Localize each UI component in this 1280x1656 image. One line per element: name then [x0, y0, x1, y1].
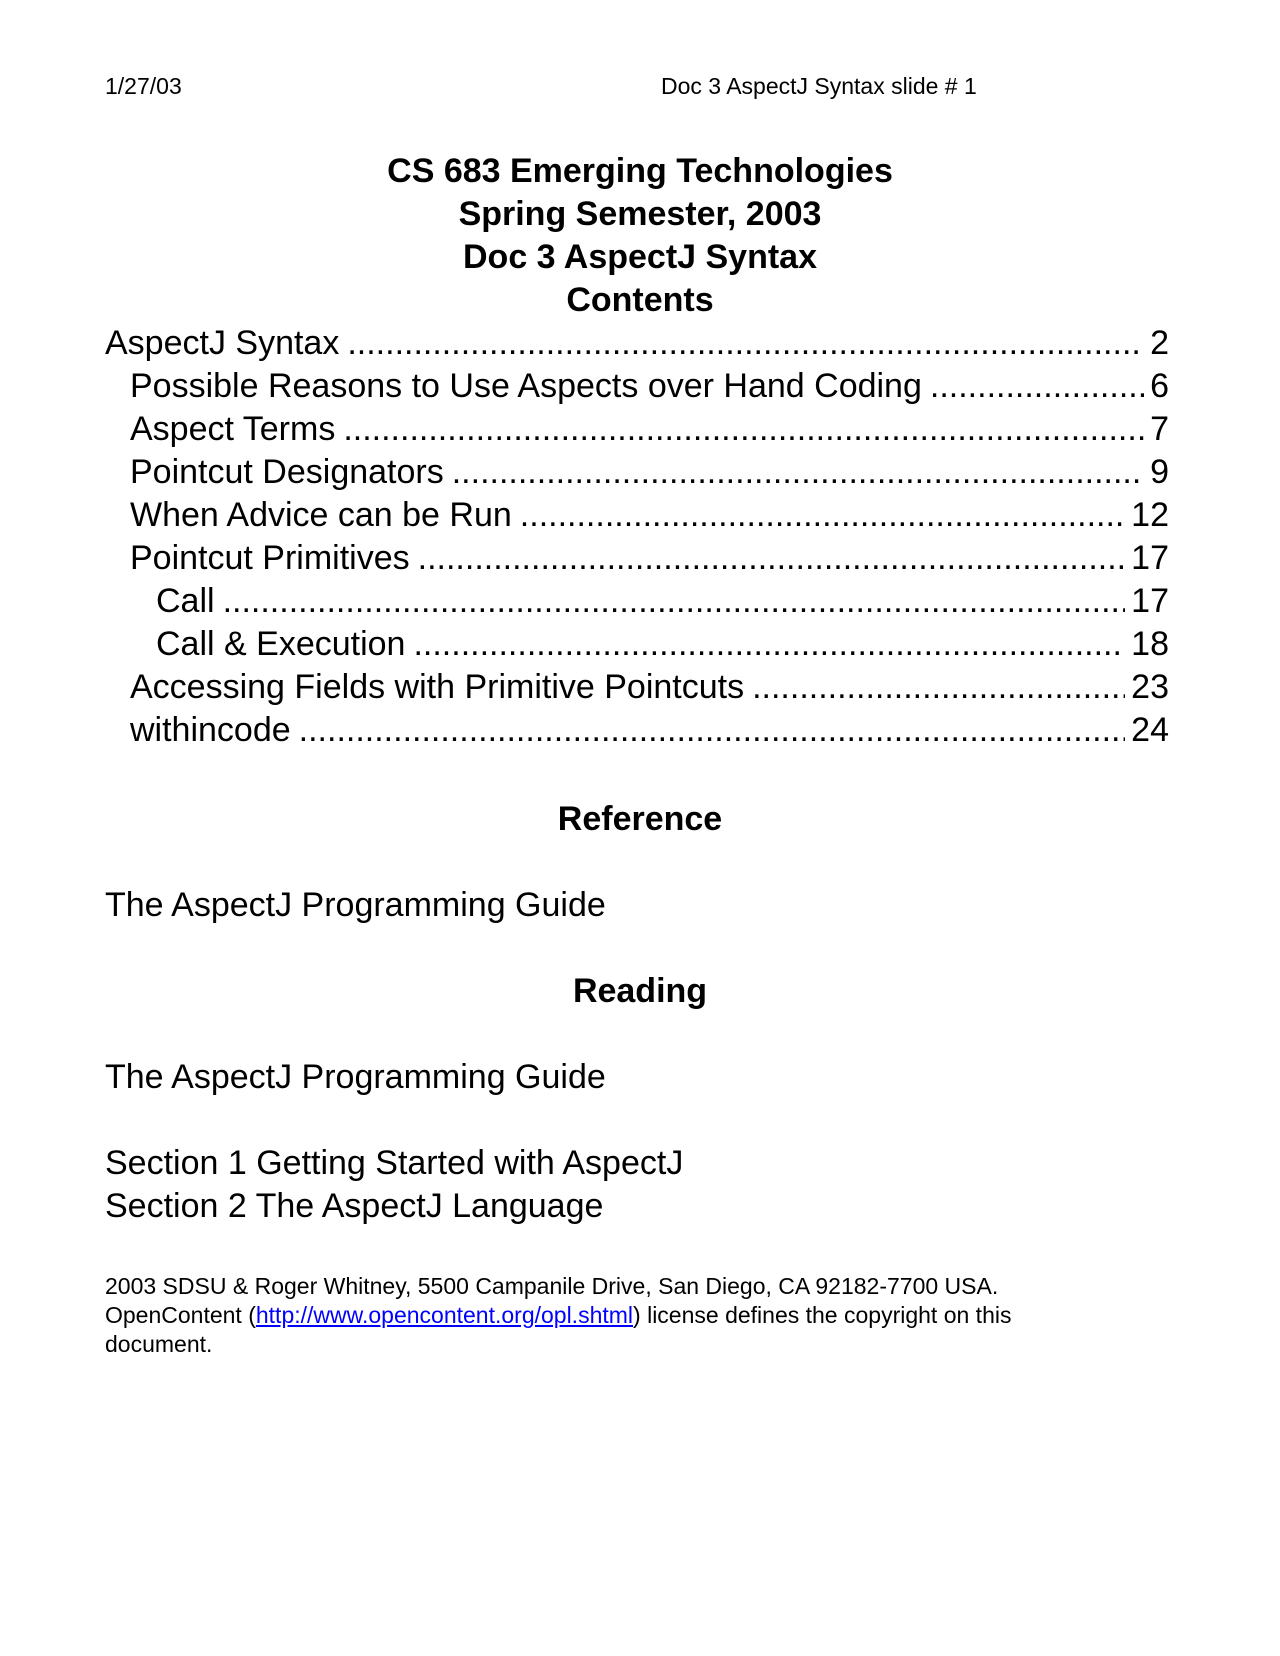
toc-leader-dots: [752, 666, 1125, 709]
toc-entry-page: 7: [1150, 410, 1169, 448]
reading-guide: The AspectJ Programming Guide: [105, 1058, 606, 1096]
toc-entry-label: Call: [156, 582, 215, 620]
toc-entry-label: Possible Reasons to Use Aspects over Hand Coding: [130, 367, 922, 405]
toc-entry-page: 17: [1131, 539, 1169, 577]
reading-heading: Reading: [572, 972, 708, 1010]
toc-leader-dots: [520, 494, 1125, 537]
copyright-line: 2003 SDSU & Roger Whitney, 5500 Campanile Drive, San Diego, CA 92182-7700 USA.: [105, 1273, 999, 1299]
toc-leader-dots: [299, 709, 1126, 752]
toc-entry[interactable]: [105, 408, 1169, 451]
toc-entry[interactable]: [105, 322, 1169, 365]
toc-entry-label: Accessing Fields with Primitive Pointcuts: [130, 668, 745, 706]
title-block: [0, 150, 1280, 322]
course-title: CS 683 Emerging Technologies: [387, 152, 893, 190]
toc-entry-page: 6: [1150, 367, 1169, 405]
toc-entry[interactable]: [105, 666, 1169, 709]
semester-title: Spring Semester, 2003: [458, 195, 822, 233]
toc-leader-dots: [343, 408, 1144, 451]
toc-entry-page: 18: [1131, 625, 1169, 663]
toc-leader-dots: [223, 580, 1126, 623]
license-prefix: OpenContent (: [105, 1302, 256, 1328]
reference-guide: The AspectJ Programming Guide: [105, 886, 606, 924]
toc-entry[interactable]: [105, 494, 1169, 537]
document-word: document.: [105, 1331, 213, 1357]
license-line: [105, 1301, 1185, 1330]
toc-leader-dots: [452, 451, 1144, 494]
copyright-footer: [105, 1272, 1185, 1359]
toc-entry-page: 12: [1131, 496, 1169, 534]
toc-leader-dots: [347, 322, 1144, 365]
toc-entry-page: 23: [1131, 668, 1169, 706]
opencontent-link[interactable]: http://www.opencontent.org/opl.shtml: [255, 1302, 634, 1328]
reading-sections: [105, 1142, 683, 1228]
toc-entry-label: Pointcut Primitives: [130, 539, 410, 577]
toc-entry-label: withincode: [130, 711, 291, 749]
toc-leader-dots: [418, 537, 1126, 580]
toc-entry-page: 2: [1150, 324, 1169, 362]
toc-entry[interactable]: [105, 709, 1169, 752]
toc-entry-label: Call & Execution: [156, 625, 406, 663]
contents-heading: Contents: [566, 281, 714, 319]
toc-entry-label: Pointcut Designators: [130, 453, 444, 491]
toc-entry-label: Aspect Terms: [130, 410, 336, 448]
header-date: 1/27/03: [105, 73, 182, 99]
reference-heading: Reference: [557, 800, 723, 838]
reading-section-2: Section 2 The AspectJ Language: [105, 1187, 604, 1225]
toc-entry-page: 9: [1150, 453, 1169, 491]
doc-title: Doc 3 AspectJ Syntax: [463, 238, 817, 276]
toc-entry-page: 17: [1131, 582, 1169, 620]
header-slide-number: Doc 3 AspectJ Syntax slide # 1: [661, 73, 977, 99]
toc-entry[interactable]: [105, 365, 1169, 408]
table-of-contents: [105, 322, 1169, 752]
toc-entry-page: 24: [1131, 711, 1169, 749]
toc-entry[interactable]: [105, 623, 1169, 666]
reading-section-1: Section 1 Getting Started with AspectJ: [105, 1144, 684, 1182]
toc-entry[interactable]: [105, 580, 1169, 623]
toc-entry[interactable]: [105, 451, 1169, 494]
toc-leader-dots: [413, 623, 1125, 666]
toc-entry-label: AspectJ Syntax: [105, 324, 340, 362]
toc-entry-label: When Advice can be Run: [130, 496, 512, 534]
toc-leader-dots: [930, 365, 1144, 408]
toc-entry[interactable]: [105, 537, 1169, 580]
license-suffix: ) license defines the copyright on this: [633, 1302, 1012, 1328]
